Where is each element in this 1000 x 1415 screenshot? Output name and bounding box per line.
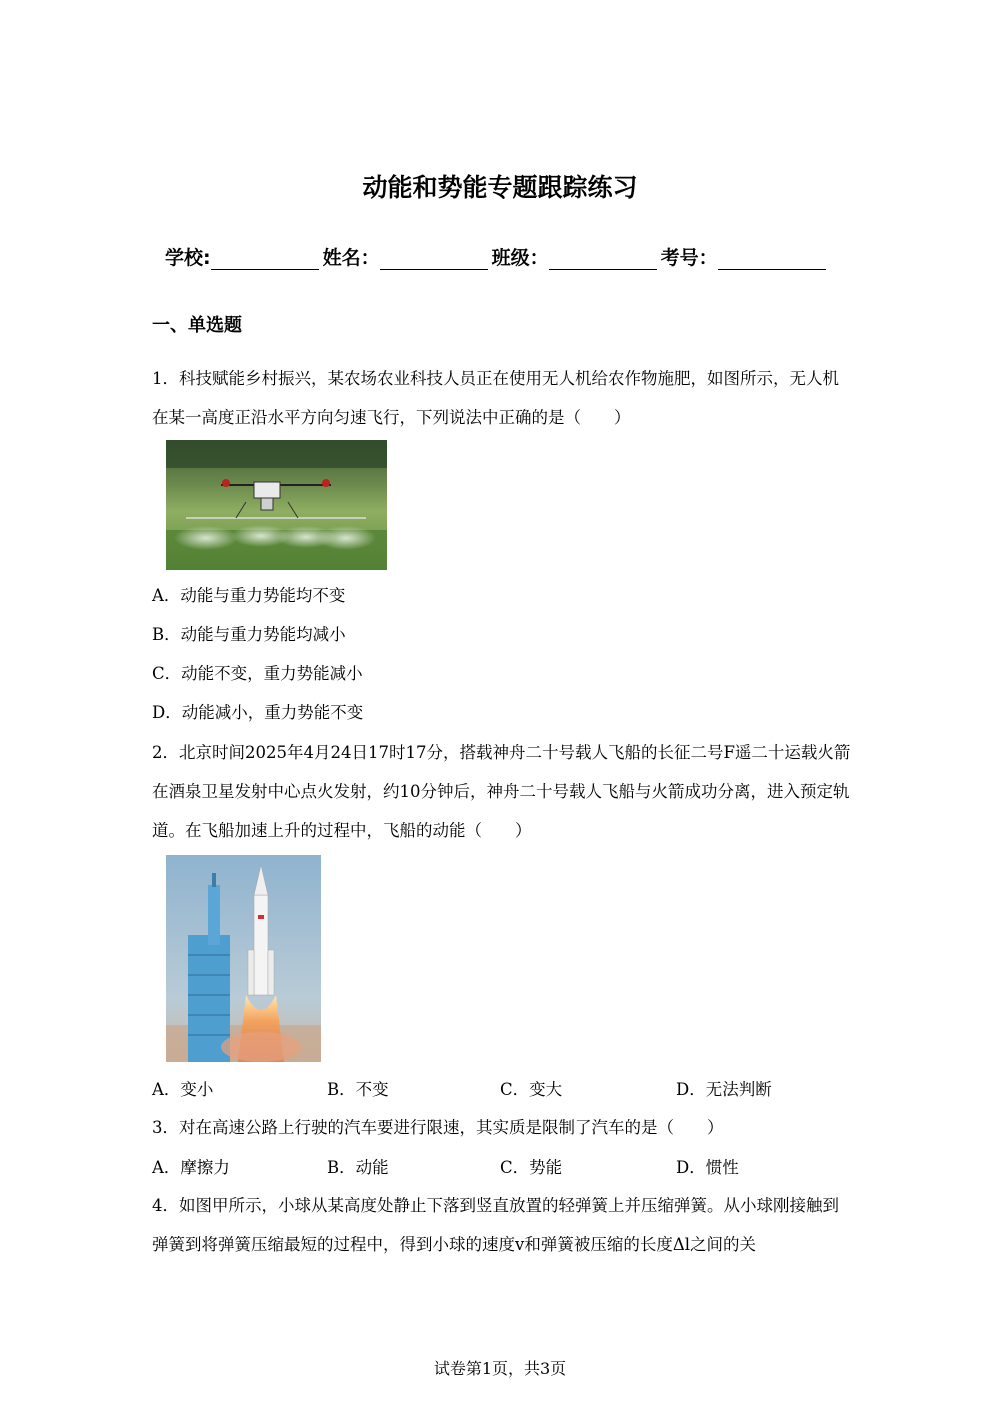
- name-blank: [380, 249, 488, 270]
- class-label: 班级：: [491, 247, 549, 269]
- name-label: 姓名：: [322, 247, 380, 269]
- number-blank: [718, 249, 826, 270]
- q3-option-c: C．势能: [500, 1158, 563, 1177]
- class-blank: [549, 249, 657, 270]
- q1-option-d: D．动能减小，重力势能不变: [152, 703, 364, 722]
- page-footer: 试卷第1页，共3页: [433, 1359, 567, 1378]
- page-title: 动能和势能专题跟踪练习: [362, 173, 638, 202]
- rocket-launch-photo: [166, 855, 321, 1062]
- question-2-stem: 2．北京时间2025年4月24日17时17分，搭载神舟二十号载人飞船的长征二号F遥二十运载火箭在酒泉卫星发射中心点火发射，约10分钟后，神舟二十号载人飞船与火箭成功分离，进入预定轨道。在飞船加速上升的过程中，飞船的动能（ ）: [152, 743, 851, 840]
- q2-option-b: B．不变: [327, 1080, 389, 1099]
- question-4-stem: 4．如图甲所示，小球从某高度处静止下落到竖直放置的轻弹簧上并压缩弹簧。从小球刚接触到弹簧到将弹簧压缩最短的过程中，得到小球的速度v和弹簧被压缩的长度Δl之间的关: [152, 1196, 839, 1254]
- q2-option-d: D．无法判断: [676, 1080, 772, 1099]
- question-1-stem: 1．科技赋能乡村振兴，某农场农业科技人员正在使用无人机给农作物施肥，如图所示，无人机在某一高度正沿水平方向匀速飞行，下列说法中正确的是（ ）: [152, 369, 839, 427]
- school-blank: [211, 249, 319, 270]
- q2-option-a: A．变小: [152, 1080, 214, 1099]
- q3-option-a: A．摩擦力: [152, 1158, 230, 1177]
- q3-option-d: D．惯性: [676, 1158, 739, 1177]
- section-heading: 一、单选题: [152, 315, 242, 336]
- q2-option-c: C．变大: [500, 1080, 563, 1099]
- number-label: 考号：: [660, 247, 718, 269]
- q1-option-a: A．动能与重力势能均不变: [152, 586, 346, 605]
- student-info-row: [165, 243, 855, 270]
- drone-photo: [166, 440, 387, 570]
- q1-option-b: B．动能与重力势能均减小: [152, 625, 346, 644]
- question-3-stem: 3．对在高速公路上行驶的汽车要进行限速，其实质是限制了汽车的是（ ）: [152, 1118, 724, 1137]
- q3-option-b: B．动能: [327, 1158, 389, 1177]
- school-label: 学校:: [165, 247, 211, 269]
- q1-option-c: C．动能不变，重力势能减小: [152, 664, 363, 683]
